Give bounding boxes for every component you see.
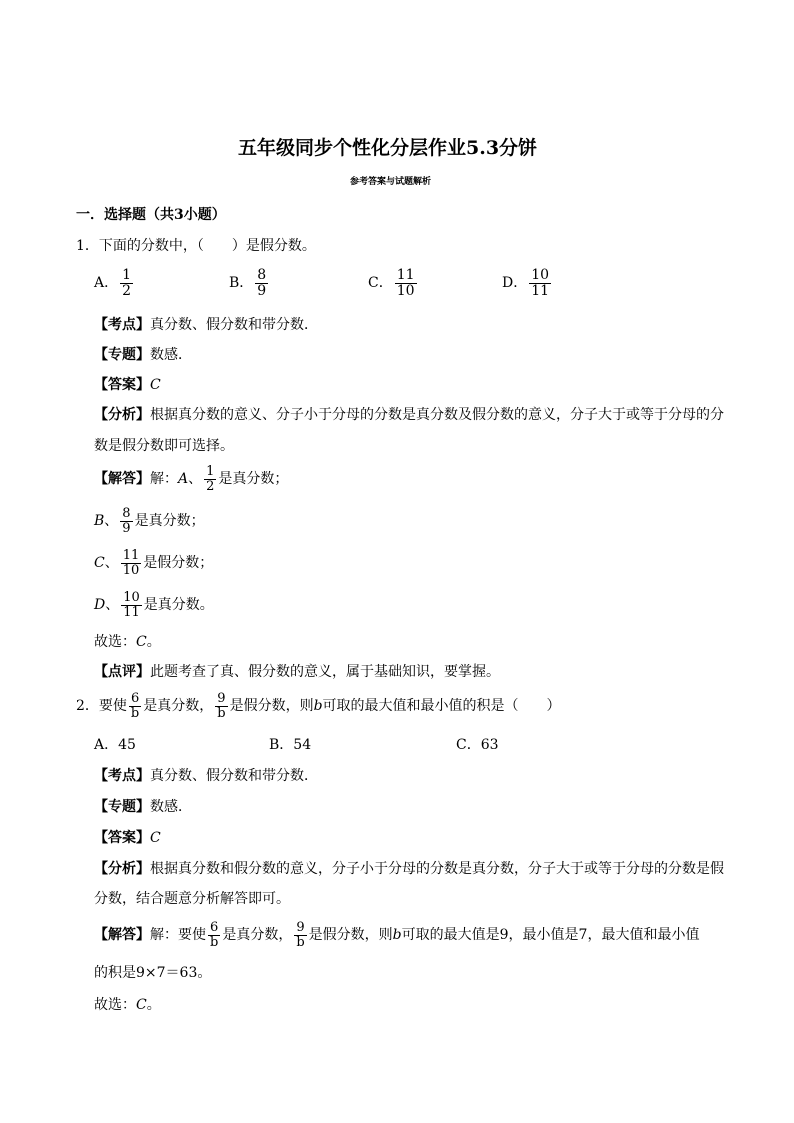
tag-fenxi: 【分析】 (94, 861, 150, 877)
q1-kaodian (94, 315, 318, 335)
q2-guxuan: 故选：C。 (94, 997, 161, 1013)
zhuanti-text: 数感． (150, 347, 192, 363)
page-title: 五年级同步个性化分层作业5.3分饼 (238, 137, 538, 159)
kaodian-text: 真分数、假分数和带分数． (150, 768, 318, 784)
q2-stem: 2．要使 $\frac{6}{b}$ 是真分数， $\frac{9}{b}$ 是假分数，则b可取的最大值和最小值的积是（ ） (76, 690, 561, 721)
q1-stem: 1．下面的分数中，（ ）是假分数。 (76, 238, 316, 254)
q1-daan (94, 375, 161, 395)
tag-daan: 【答案】 (94, 830, 150, 846)
q1-option-b (229, 266, 270, 300)
tag-dianping: 【点评】 (94, 664, 150, 680)
q1-guxuan: 故选：C。 (94, 634, 161, 650)
daan-text: C (150, 377, 161, 393)
option-label: D． (502, 275, 528, 291)
option-letter: D (94, 597, 106, 613)
option-label: B． (229, 275, 254, 291)
option-letter: C (94, 555, 105, 571)
fraction: $\frac{10}{11}$ (123, 589, 140, 620)
fraction: $\frac{11}{10}$ (122, 547, 140, 578)
q2-option-a: A．45 (94, 737, 136, 753)
option-letter: B (94, 513, 105, 529)
option-label: C． (368, 275, 393, 291)
q2-kaodian (94, 766, 318, 786)
q1-option-a (94, 266, 135, 300)
q1-option-d (502, 266, 553, 300)
fenxi-text: 根据真分数的意义、分子小于分母的分数是真分数及假分数的意义，分子大于或等于分母的分 (150, 407, 724, 423)
q1-fenxi-line-1 (94, 405, 724, 425)
fraction: $\frac{11}{10}$ (396, 266, 415, 299)
kaodian-text: 真分数、假分数和带分数． (150, 317, 318, 333)
tag-kaodian: 【考点】 (94, 317, 150, 333)
q1-jieda-line-a: 【解答】解：A、 $\frac{1}{2}$ 是真分数； (94, 463, 289, 494)
q2-option-b: B．54 (269, 737, 312, 753)
q2-option-c: C．63 (456, 737, 499, 753)
section-heading: 一．选择题（共3小题） (76, 207, 226, 223)
zhuanti-text: 数感． (150, 799, 192, 815)
fraction: $\frac{8}{9}$ (257, 266, 267, 299)
q2-zhuanti (94, 797, 192, 817)
fraction: $\frac{9}{b}$ (217, 690, 226, 721)
fraction: $\frac{10}{11}$ (531, 266, 550, 299)
tag-jieda: 【解答】 (94, 471, 150, 487)
daan-text: C (150, 830, 161, 846)
tag-zhuanti: 【专题】 (94, 347, 150, 363)
fraction: $\frac{9}{b}$ (296, 919, 305, 950)
q1-dianping (94, 662, 500, 682)
tag-zhuanti: 【专题】 (94, 799, 150, 815)
q2-fenxi-line-1 (94, 859, 724, 879)
fraction: $\frac{6}{b}$ (210, 919, 219, 950)
dianping-text: 此题考查了真、假分数的意义，属于基础知识，要掌握。 (150, 664, 500, 680)
q1-jieda-line-b: B、 $\frac{8}{9}$ 是真分数； (94, 505, 205, 536)
q1-jieda-line-d: D、 $\frac{10}{11}$ 是真分数。 (94, 589, 214, 620)
page-subtitle: 参考答案与试题解析 (350, 177, 432, 187)
jieda-prefix: 解： (150, 471, 178, 487)
q1-option-c (368, 266, 419, 300)
q2-jieda-line-1: 【解答】解：要使 $\frac{6}{b}$ 是真分数， $\frac{9}{b}$ 是假分数，则b可取的最大值是9，最小值是7，最大值和最小值 (94, 919, 700, 950)
tag-fenxi: 【分析】 (94, 407, 150, 423)
fenxi-text: 根据真分数和假分数的意义，分子小于分母的分数是真分数，分子大于或等于分母的分数是假 (150, 861, 724, 877)
q1-jieda-line-c: C、 $\frac{11}{10}$ 是假分数； (94, 547, 214, 578)
fraction: $\frac{1}{2}$ (122, 266, 132, 299)
fraction: $\frac{1}{2}$ (206, 463, 215, 494)
q2-jieda-line-2: 的积是9×7＝63。 (94, 965, 212, 981)
option-letter: A (178, 471, 189, 487)
tag-kaodian: 【考点】 (94, 768, 150, 784)
q1-zhuanti (94, 345, 192, 365)
q1-fenxi-line-2: 数是假分数即可选择。 (94, 438, 234, 454)
tag-jieda: 【解答】 (94, 927, 150, 943)
tag-daan: 【答案】 (94, 377, 150, 393)
fraction: $\frac{8}{9}$ (122, 505, 131, 536)
fraction: $\frac{6}{b}$ (130, 690, 140, 721)
q2-daan (94, 828, 161, 848)
option-label: A． (94, 275, 119, 291)
q2-fenxi-line-2: 分数，结合题意分析解答即可。 (94, 891, 290, 907)
